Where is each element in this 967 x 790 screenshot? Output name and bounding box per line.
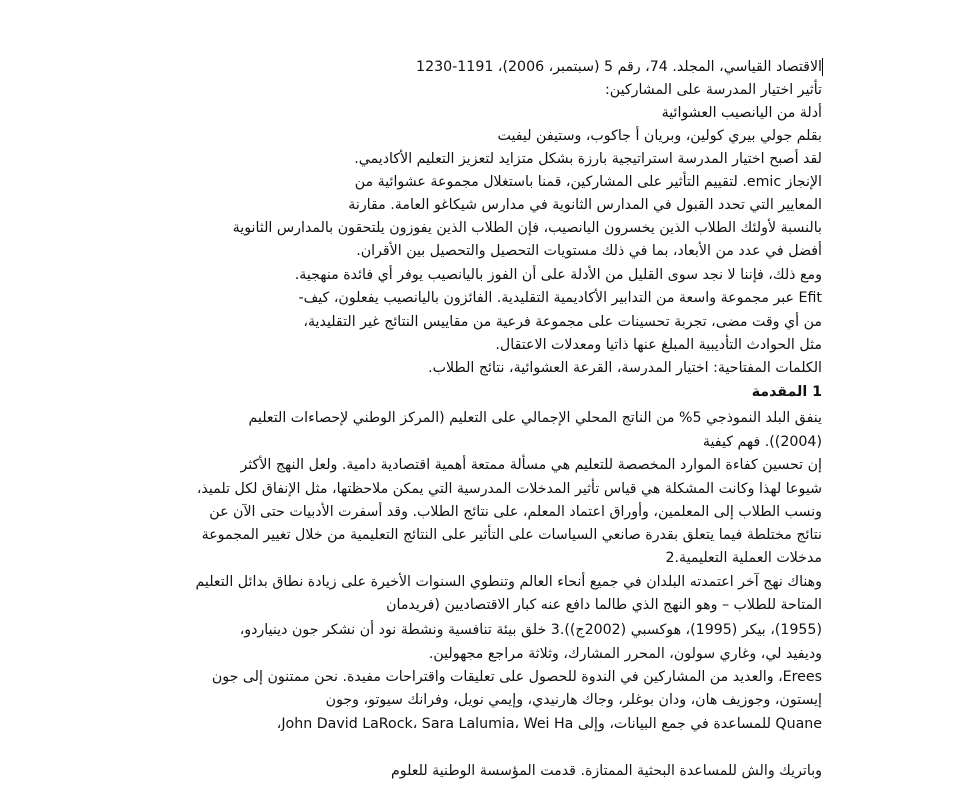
body-line: (1955)، بيكر (1995)، هوكسبي (2002ج)).3 خلق بيئة تنافسية ونشطة نود أن نشكر جون دينياردو، <box>239 622 822 638</box>
section-heading: 1 المقدمة <box>751 384 822 400</box>
footnote-line: Erees، والعديد من المشاركين في الندوة للحصول على تعليقات واقتراحات مفيدة. نحن ممتنون إلى جون <box>211 669 822 685</box>
journal-citation: الاقتصاد القياسي، المجلد. 74، رقم 5 (سبتمبر، 2006)، 1191-1230 <box>416 59 822 75</box>
body-line: ينفق البلد النموذجي 5% من الناتج المحلي الإجمالي على التعليم (المركز الوطني لإحصاءات التعليم <box>248 410 822 426</box>
abstract-line: ومع ذلك، فإننا لا نجد سوى القليل من الأدلة على أن الفوز باليانصيب يوفر أي فائدة منهجية. <box>294 267 822 283</box>
body-line: المتاحة للطلاب – وهو النهج الذي طالما دافع عنه كبار الاقتصاديين (فريدمان <box>386 597 822 613</box>
footnote-line: وديفيد لي، وغاري سولون، المحرر المشارك، وثلاثة مراجع مجهولين. <box>428 646 822 662</box>
abstract-line: الإنجاز emic. لتقييم التأثير على المشاركين، قمنا باستغلال مجموعة عشوائية من <box>354 174 822 190</box>
body-line: (2004)). فهم كيفية <box>702 434 822 450</box>
abstract-line: Efit عبر مجموعة واسعة من التدابير الأكاديمية التقليدية. الفائزون باليانصيب يفعلون، كيف- <box>298 290 822 306</box>
abstract-line: أفضل في عدد من الأبعاد، بما في ذلك مستويات التحصيل والتحصيل بين الأقران. <box>356 243 822 259</box>
abstract-line: لقد أصبح اختيار المدرسة استراتيجية بارزة بشكل متزايد لتعزيز التعليم الأكاديمي. <box>354 151 822 167</box>
body-line: شيوعا لهذا وكانت المشكلة هي قياس تأثير المدخلات المدرسية التي يمكن ملاحظتها، مثل الإنفاق لكل تلميذ، <box>196 481 822 497</box>
footnote-line: Quane للمساعدة في جمع البيانات، وإلى John David LaRock، Sara Lalumia، Wei Ha، <box>276 716 822 732</box>
abstract-line: بالنسبة لأولئك الطلاب الذين يخسرون اليانصيب، فإن الطلاب الذين يفوزون يلتحقون بالمدارس الثانوية <box>232 220 822 236</box>
text-cursor <box>822 58 823 76</box>
abstract-line: المعايير التي تحدد القبول في المدارس الثانوية في مدارس شيكاغو العامة. مقارنة <box>348 197 822 213</box>
body-line: وهناك نهج آخر اعتمدته البلدان في جميع أنحاء العالم وتنطوي السنوات الأخيرة على زيادة نطاق بدائل التعليم <box>195 574 822 590</box>
abstract-line: مثل الحوادث التأديبية المبلغ عنها ذاتيا ومعدلات الاعتقال. <box>495 337 822 353</box>
body-line: إن تحسين كفاءة الموارد المخصصة للتعليم هي مسألة ممتعة أهمية اقتصادية دامية. ولعل النهج الأكثر <box>240 457 822 473</box>
keywords-line: الكلمات المفتاحية: اختيار المدرسة، القرعة العشوائية، نتائج الطلاب. <box>428 360 822 376</box>
authors-line: بقلم جولي بيري كولين، وبريان أ جاكوب، وستيفن ليفيت <box>497 128 822 144</box>
body-line: مدخلات العملية التعليمية.2 <box>665 550 822 566</box>
paper-title-line-1: تأثير اختيار المدرسة على المشاركين: <box>605 82 822 98</box>
body-line: ونسب الطلاب إلى المعلمين، وأوراق اعتماد المعلم، على نتائج الطلاب. وقد أسفرت الأدبيات حتى الآن عن <box>209 504 822 520</box>
footnote-line: وباتريك والش للمساعدة البحثية الممتازة. قدمت المؤسسة الوطنية للعلوم <box>390 763 822 779</box>
body-line: نتائج مختلطة فيما يتعلق بقدرة صانعي السياسات على التأثير على النتائج التعليمية من خلال تغيير المجموعة <box>201 527 822 543</box>
footnote-line: إيستون، وجوزيف هان، ودان بوغلر، وجاك هارنيدي، وإيمي نويل، وفرانك سيوتو، وجون <box>325 692 822 708</box>
abstract-line: من أي وقت مضى، تجربة تحسينات على مجموعة فرعية من مقاييس النتائج غير التقليدية، <box>303 314 822 330</box>
paper-title-line-2: أدلة من اليانصيب العشوائية <box>661 105 822 121</box>
